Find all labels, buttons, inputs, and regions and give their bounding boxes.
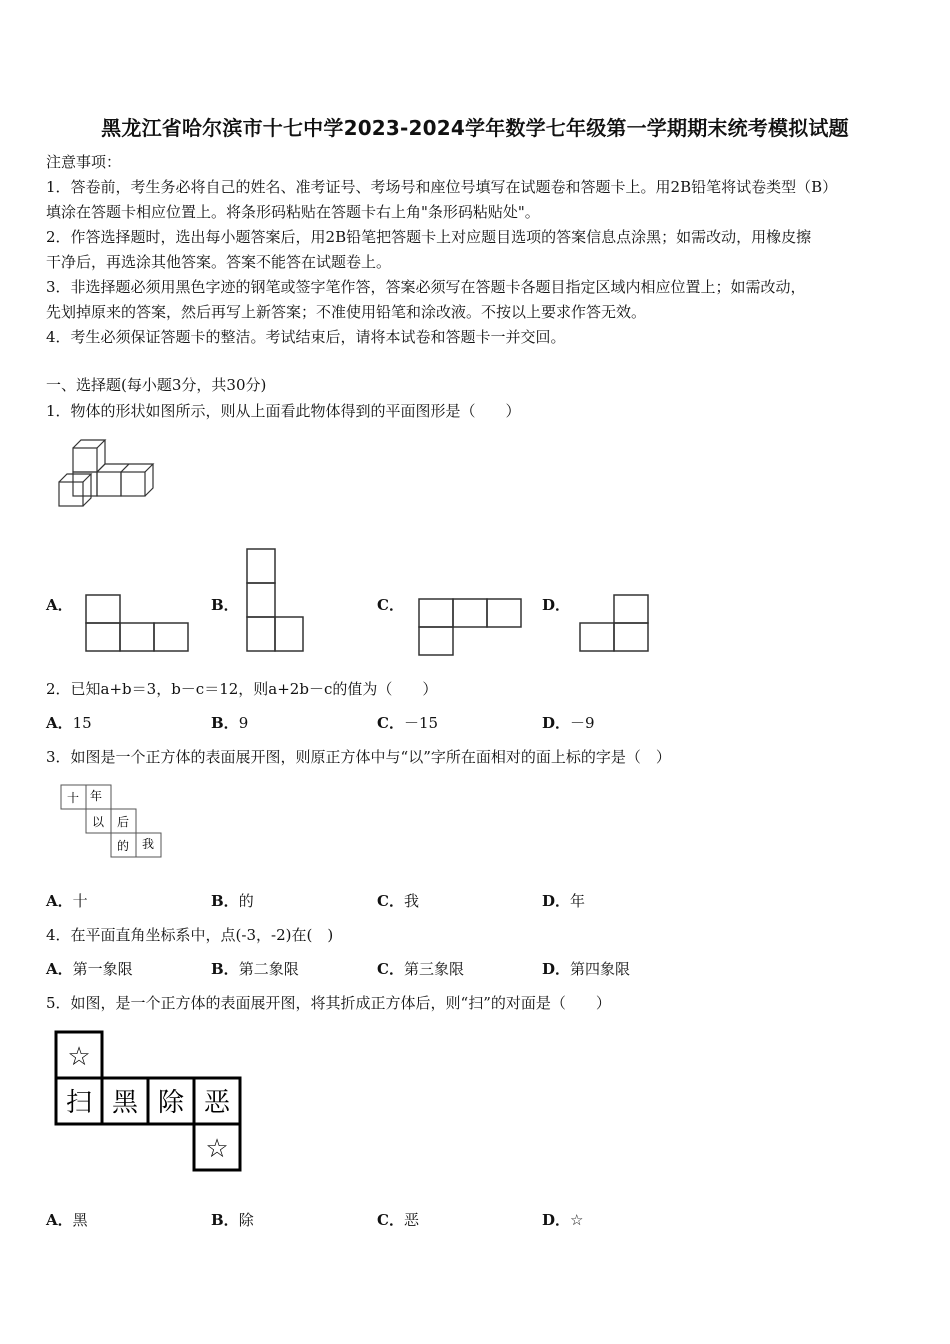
- q1-option-c-figure: [418, 598, 524, 656]
- q5-net-cell-star: ☆: [67, 1042, 91, 1072]
- q3-net-cell: 的: [117, 839, 130, 853]
- q5-option-a: A．黑: [46, 1211, 88, 1229]
- q5-cube-net: [54, 1030, 246, 1172]
- q1-option-b-figure: [246, 548, 306, 652]
- q3-option-d: D．年: [542, 892, 586, 910]
- q5-net-cell: 恶: [203, 1088, 231, 1118]
- question-2-stem: 2．已知a+b＝3，b－c＝12，则a+2b－c的值为（ ）: [46, 680, 438, 698]
- q3-option-c: C．我: [377, 892, 419, 910]
- q5-net-cell: 除: [157, 1088, 185, 1118]
- q1-3d-figure: [55, 436, 167, 511]
- q2-option-b: B．9: [211, 714, 249, 732]
- q5-option-b: B．除: [211, 1211, 254, 1229]
- q3-cube-net: [60, 784, 166, 864]
- q5-net-cell: 黑: [111, 1088, 139, 1118]
- q5-option-c: C．恶: [377, 1211, 419, 1229]
- q1-option-a-figure: [85, 594, 191, 652]
- notice-line: 先划掉原来的答案，然后再写上新答案；不准使用铅笔和涂改液。不按以上要求作答无效。: [46, 303, 647, 321]
- notice-line: 填涂在答题卡相应位置上。将条形码粘贴在答题卡右上角"条形码粘贴处"。: [46, 203, 540, 221]
- q3-net-cell: 我: [142, 837, 155, 851]
- q3-option-a: A．十: [46, 892, 88, 910]
- q2-option-c: C．－15: [377, 714, 439, 732]
- notice-block: [46, 150, 906, 350]
- question-5-stem: 5．如图，是一个正方体的表面展开图，将其折成正方体后，则“扫”的对面是（ ）: [46, 994, 611, 1012]
- q2-option-d: D．－9: [542, 714, 595, 732]
- notice-line: 干净后，再选涂其他答案。答案不能答在试题卷上。: [46, 253, 392, 271]
- notice-line: 3．非选择题必须用黑色字迹的钢笔或签字笔作答，答案必须写在答题卡各题目指定区域内相应位置上；如需改动，: [46, 278, 806, 296]
- q1-option-a-label: A．: [46, 596, 73, 614]
- question-3-stem: 3．如图是一个正方体的表面展开图，则原正方体中与“以”字所在面相对的面上标的字是（ ）: [46, 748, 671, 766]
- q1-option-b-label: B．: [211, 596, 239, 614]
- question-4-stem: 4．在平面直角坐标系中，点(-3，-2)在( ): [46, 926, 334, 944]
- q4-option-d: D．第四象限: [542, 960, 631, 978]
- q4-option-b: B．第二象限: [211, 960, 299, 978]
- q4-option-a: A．第一象限: [46, 960, 133, 978]
- q5-option-d: D．☆: [542, 1211, 584, 1229]
- notice-line: 2．作答选择题时，选出每小题答案后，用2B铅笔把答题卡上对应题目选项的答案信息点涂黑；如需改动，用橡皮擦: [46, 228, 812, 246]
- question-1-stem: 1．物体的形状如图所示，则从上面看此物体得到的平面图形是（ ）: [46, 402, 521, 420]
- q2-option-a: A．15: [46, 714, 92, 732]
- q4-option-c: C．第三象限: [377, 960, 464, 978]
- page-title: 黑龙江省哈尔滨市十七中学2023-2024学年数学七年级第一学期期末统考模拟试题: [101, 116, 849, 140]
- q3-net-cell: 十: [67, 791, 80, 805]
- q5-net-cell-star: ☆: [205, 1134, 229, 1164]
- q3-net-cell: 后: [117, 815, 130, 829]
- q1-option-d-figure: [579, 594, 651, 652]
- q1-option-d-label: D．: [542, 596, 571, 614]
- notice-heading: 注意事项：: [46, 153, 122, 171]
- q3-option-b: B．的: [211, 892, 254, 910]
- q1-option-c-label: C．: [377, 596, 404, 614]
- section-heading: 一、选择题(每小题3分，共30分): [46, 376, 267, 394]
- q3-net-cell: 年: [90, 789, 103, 803]
- q3-net-cell: 以: [92, 815, 105, 829]
- notice-line: 1．答卷前，考生务必将自己的姓名、准考证号、考场号和座位号填写在试题卷和答题卡上。用2B铅笔将试卷类型（B）: [46, 178, 838, 196]
- notice-line: 4．考生必须保证答题卡的整洁。考试结束后，请将本试卷和答题卡一并交回。: [46, 328, 566, 346]
- q5-net-cell: 扫: [65, 1088, 93, 1118]
